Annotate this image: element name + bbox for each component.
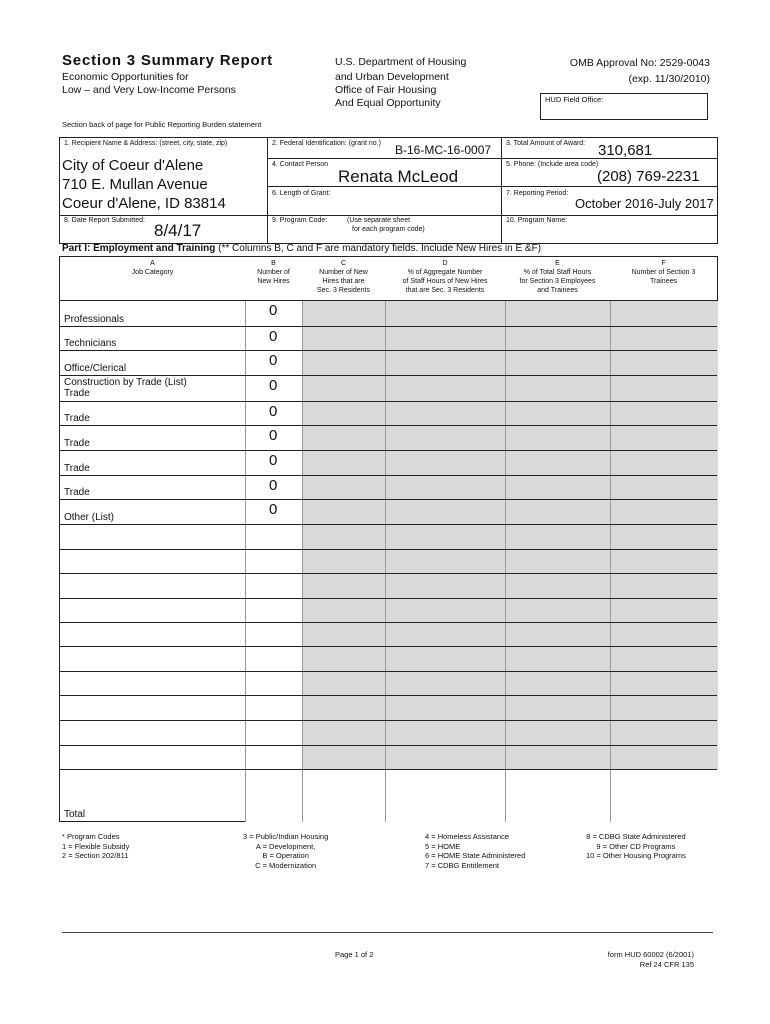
col-header-e: E % of Total Staff Hours for Section 3 Employees and Trainees [519, 260, 596, 294]
cell-c[interactable] [302, 525, 386, 550]
cell-e[interactable] [505, 696, 611, 721]
job-category-label: Professionals [64, 314, 125, 325]
table-row [60, 499, 717, 525]
part1-title-note: (** Columns B, C and F are mandatory fields. Include New Hires in E &F) [215, 243, 542, 254]
cell-b[interactable] [245, 623, 303, 647]
cell-e[interactable] [505, 351, 611, 376]
cell-c[interactable] [302, 623, 386, 647]
table-row [60, 598, 717, 623]
recipient-info-grid [59, 137, 718, 244]
dept-line: And Equal Opportunity [335, 97, 441, 109]
cell-f[interactable] [610, 327, 718, 351]
cell-b[interactable] [245, 647, 303, 672]
table-row [60, 769, 717, 822]
cell-c[interactable] [302, 672, 386, 696]
cell-d[interactable] [385, 376, 506, 402]
hud-field-office-label: HUD Field Office: [545, 95, 604, 104]
cell-d[interactable] [385, 599, 506, 623]
table-row [60, 524, 717, 550]
cell-c[interactable] [302, 550, 386, 574]
cell-f[interactable] [610, 696, 718, 721]
table-row [60, 300, 717, 327]
page-number: Page 1 of 2 [335, 950, 374, 959]
table-row [60, 375, 717, 402]
cell-e[interactable] [505, 721, 611, 746]
new-hires-value: 0 [269, 477, 278, 494]
cell-d[interactable] [385, 696, 506, 721]
period-value[interactable]: October 2016-July 2017 [575, 196, 714, 211]
part1-title-bold: Part I: Employment and Training [62, 243, 216, 254]
cell-e[interactable] [505, 574, 611, 599]
cell-f[interactable] [610, 623, 718, 647]
cell-d[interactable] [385, 525, 506, 550]
cell-f[interactable] [610, 476, 718, 500]
cell-c[interactable] [302, 746, 386, 770]
employment-table [59, 256, 718, 822]
cell-d[interactable] [385, 451, 506, 476]
cell-c[interactable] [302, 476, 386, 500]
omb-block [540, 55, 710, 87]
recipient-address[interactable] [62, 156, 226, 213]
job-category-label: Technicians [64, 338, 117, 349]
cell-b[interactable] [245, 672, 303, 696]
cell-c[interactable] [302, 770, 386, 822]
program-codes-col2: 3 = Public/Indian Housing A = Development, B = Operation C = Modernization [243, 832, 329, 870]
cell-d[interactable] [385, 721, 506, 746]
job-category-label: Trade [64, 413, 90, 424]
cell-e[interactable] [505, 301, 611, 327]
job-category-label: Construction by Trade (List) Trade [64, 377, 187, 399]
cell-e[interactable] [505, 647, 611, 672]
table-row [60, 573, 717, 599]
omb-approval: OMB Approval No: 2529-0043 [569, 57, 710, 69]
subtitle-line: Low – and Very Low-Income Persons [62, 84, 236, 96]
cell-f[interactable] [610, 770, 718, 822]
table-row [60, 622, 717, 647]
phone-label: 5. Phone: (Include area code) [506, 161, 599, 168]
program-codes-col4: 8 = CDBG State Administered 9 = Other CD Programs 10 = Other Housing Programs [586, 832, 686, 860]
col-header-d: D % of Aggregate Number of Staff Hours of New Hires that are Sec. 3 Residents [402, 260, 488, 294]
cell-f[interactable] [610, 550, 718, 574]
cell-e[interactable] [505, 525, 611, 550]
cell-f[interactable] [610, 599, 718, 623]
cell-c[interactable] [302, 721, 386, 746]
date-value[interactable]: 8/4/17 [154, 221, 202, 240]
form-number: form HUD 60002 (6/2001) Ref 24 CFR 135 [607, 950, 694, 969]
cell-d[interactable] [385, 301, 506, 327]
col-header-c: C Number of New Hires that are Sec. 3 Residents [317, 260, 370, 294]
cell-f[interactable] [610, 721, 718, 746]
table-row [60, 350, 717, 376]
cell-c[interactable] [302, 647, 386, 672]
cell-e[interactable] [505, 476, 611, 500]
cell-d[interactable] [385, 351, 506, 376]
cell-d[interactable] [385, 402, 506, 426]
table-row [60, 326, 717, 351]
col-header-b: B Number of New Hires [257, 260, 290, 285]
federal-id-label: 2. Federal Identification: (grant no.) [272, 140, 381, 147]
cell-c[interactable] [302, 301, 386, 327]
cell-c[interactable] [302, 426, 386, 451]
job-category-label: Total [64, 809, 86, 820]
cell-d[interactable] [385, 623, 506, 647]
recipient-line: Coeur d'Alene, ID 83814 [62, 195, 226, 212]
cell-e[interactable] [505, 402, 611, 426]
dept-line: and Urban Development [335, 71, 449, 83]
job-category-label: Trade [64, 487, 90, 498]
cell-d[interactable] [385, 327, 506, 351]
new-hires-value: 0 [269, 328, 278, 345]
cell-d[interactable] [385, 574, 506, 599]
part1-title [62, 243, 541, 254]
cell-f[interactable] [610, 746, 718, 770]
phone-value[interactable]: (208) 769-2231 [597, 168, 700, 185]
cell-b[interactable] [245, 746, 303, 770]
job-category-label: Other (List) [64, 512, 115, 523]
job-category-label: Office/Clerical [64, 363, 127, 374]
award-value[interactable]: 310,681 [598, 142, 653, 159]
cell-f[interactable] [610, 500, 718, 525]
cell-e[interactable] [505, 746, 611, 770]
new-hires-value: 0 [269, 501, 278, 518]
new-hires-value: 0 [269, 403, 278, 420]
table-row [60, 745, 717, 770]
recipient-label: 1. Recipient Name & Address: (street, city, state, zip) [64, 140, 228, 147]
new-hires-value: 0 [269, 427, 278, 444]
table-row [60, 475, 717, 500]
new-hires-value: 0 [269, 377, 278, 394]
report-title: Section 3 Summary Report [62, 52, 273, 69]
award-label: 3. Total Amount of Award: [506, 140, 586, 147]
cell-b[interactable] [245, 574, 303, 599]
cell-d[interactable] [385, 476, 506, 500]
table-row [60, 695, 717, 721]
cell-e[interactable] [505, 623, 611, 647]
cell-c[interactable] [302, 574, 386, 599]
table-row [60, 646, 717, 672]
burden-note: Section back of page for Public Reporting Burden statement [62, 120, 262, 129]
department-block [335, 55, 466, 111]
table-row [60, 720, 717, 746]
job-category-label: Trade [64, 438, 90, 449]
omb-expiration: (exp. 11/30/2010) [628, 73, 710, 85]
new-hires-value: 0 [269, 302, 278, 319]
cell-e[interactable] [505, 672, 611, 696]
table-row [60, 401, 717, 426]
cell-f[interactable] [610, 376, 718, 402]
table-row [60, 549, 717, 574]
footer-divider [62, 932, 713, 933]
cell-f[interactable] [610, 451, 718, 476]
table-row [60, 450, 717, 476]
cell-f[interactable] [610, 402, 718, 426]
cell-e[interactable] [505, 451, 611, 476]
cell-e[interactable] [505, 550, 611, 574]
cell-f[interactable] [610, 574, 718, 599]
dept-line: U.S. Department of Housing [335, 56, 467, 68]
cell-d[interactable] [385, 770, 506, 822]
cell-d[interactable] [385, 647, 506, 672]
job-category-label: Trade [64, 463, 90, 474]
cell-c[interactable] [302, 696, 386, 721]
dept-line: Office of Fair Housing [335, 84, 437, 96]
cell-f[interactable] [610, 647, 718, 672]
program-code-note: for each program code) [352, 226, 425, 233]
col-header-f: F Number of Section 3 Trainees [631, 260, 696, 285]
cell-c[interactable] [302, 451, 386, 476]
cell-c[interactable] [302, 351, 386, 376]
cell-b[interactable] [245, 721, 303, 746]
cell-c[interactable] [302, 376, 386, 402]
cell-d[interactable] [385, 426, 506, 451]
cell-d[interactable] [385, 500, 506, 525]
cell-b[interactable] [245, 525, 303, 550]
cell-c[interactable] [302, 599, 386, 623]
contact-value[interactable]: Renata McLeod [338, 167, 459, 186]
report-subtitle [62, 71, 236, 97]
program-name-label: 10. Program Name: [506, 217, 568, 224]
new-hires-value: 0 [269, 352, 278, 369]
program-code-label: 9. Program Code: [272, 217, 328, 224]
cell-e[interactable] [505, 376, 611, 402]
recipient-line: City of Coeur d'Alene [62, 157, 204, 174]
cell-d[interactable] [385, 672, 506, 696]
length-label: 6. Length of Grant: [272, 190, 331, 197]
contact-label: 4. Contact Person [272, 161, 329, 168]
date-label: 8. Date Report Submitted: [64, 217, 145, 224]
cell-f[interactable] [610, 426, 718, 451]
subtitle-line: Economic Opportunities for [62, 71, 189, 83]
cell-e[interactable] [505, 770, 611, 822]
new-hires-value: 0 [269, 452, 278, 469]
program-code-note: (Use separate sheet [347, 217, 411, 224]
recipient-line: 710 E. Mullan Avenue [62, 176, 208, 193]
cell-f[interactable] [610, 301, 718, 327]
cell-f[interactable] [610, 672, 718, 696]
cell-b[interactable] [245, 696, 303, 721]
cell-c[interactable] [302, 327, 386, 351]
cell-b[interactable] [245, 770, 303, 822]
cell-b[interactable] [245, 599, 303, 623]
cell-e[interactable] [505, 599, 611, 623]
cell-e[interactable] [505, 500, 611, 525]
col-header-a: A Job Category [131, 260, 174, 276]
cell-f[interactable] [610, 525, 718, 550]
program-codes-col3: 4 = Homeless Assistance 5 = HOME 6 = HOME State Administered 7 = CDBG Entitlement [425, 832, 526, 870]
cell-c[interactable] [302, 500, 386, 525]
hud-field-office-box[interactable] [540, 93, 708, 120]
cell-e[interactable] [505, 327, 611, 351]
cell-b[interactable] [245, 550, 303, 574]
cell-c[interactable] [302, 402, 386, 426]
period-label: 7. Reporting Period: [506, 190, 569, 197]
table-row [60, 671, 717, 696]
cell-d[interactable] [385, 550, 506, 574]
federal-id-value[interactable]: B-16-MC-16-0007 [395, 143, 492, 157]
cell-e[interactable] [505, 426, 611, 451]
cell-d[interactable] [385, 746, 506, 770]
table-row [60, 425, 717, 451]
cell-f[interactable] [610, 351, 718, 376]
program-codes-col1: * Program Codes 1 = Flexible Subsidy 2 = Section 202/811 [62, 832, 130, 860]
